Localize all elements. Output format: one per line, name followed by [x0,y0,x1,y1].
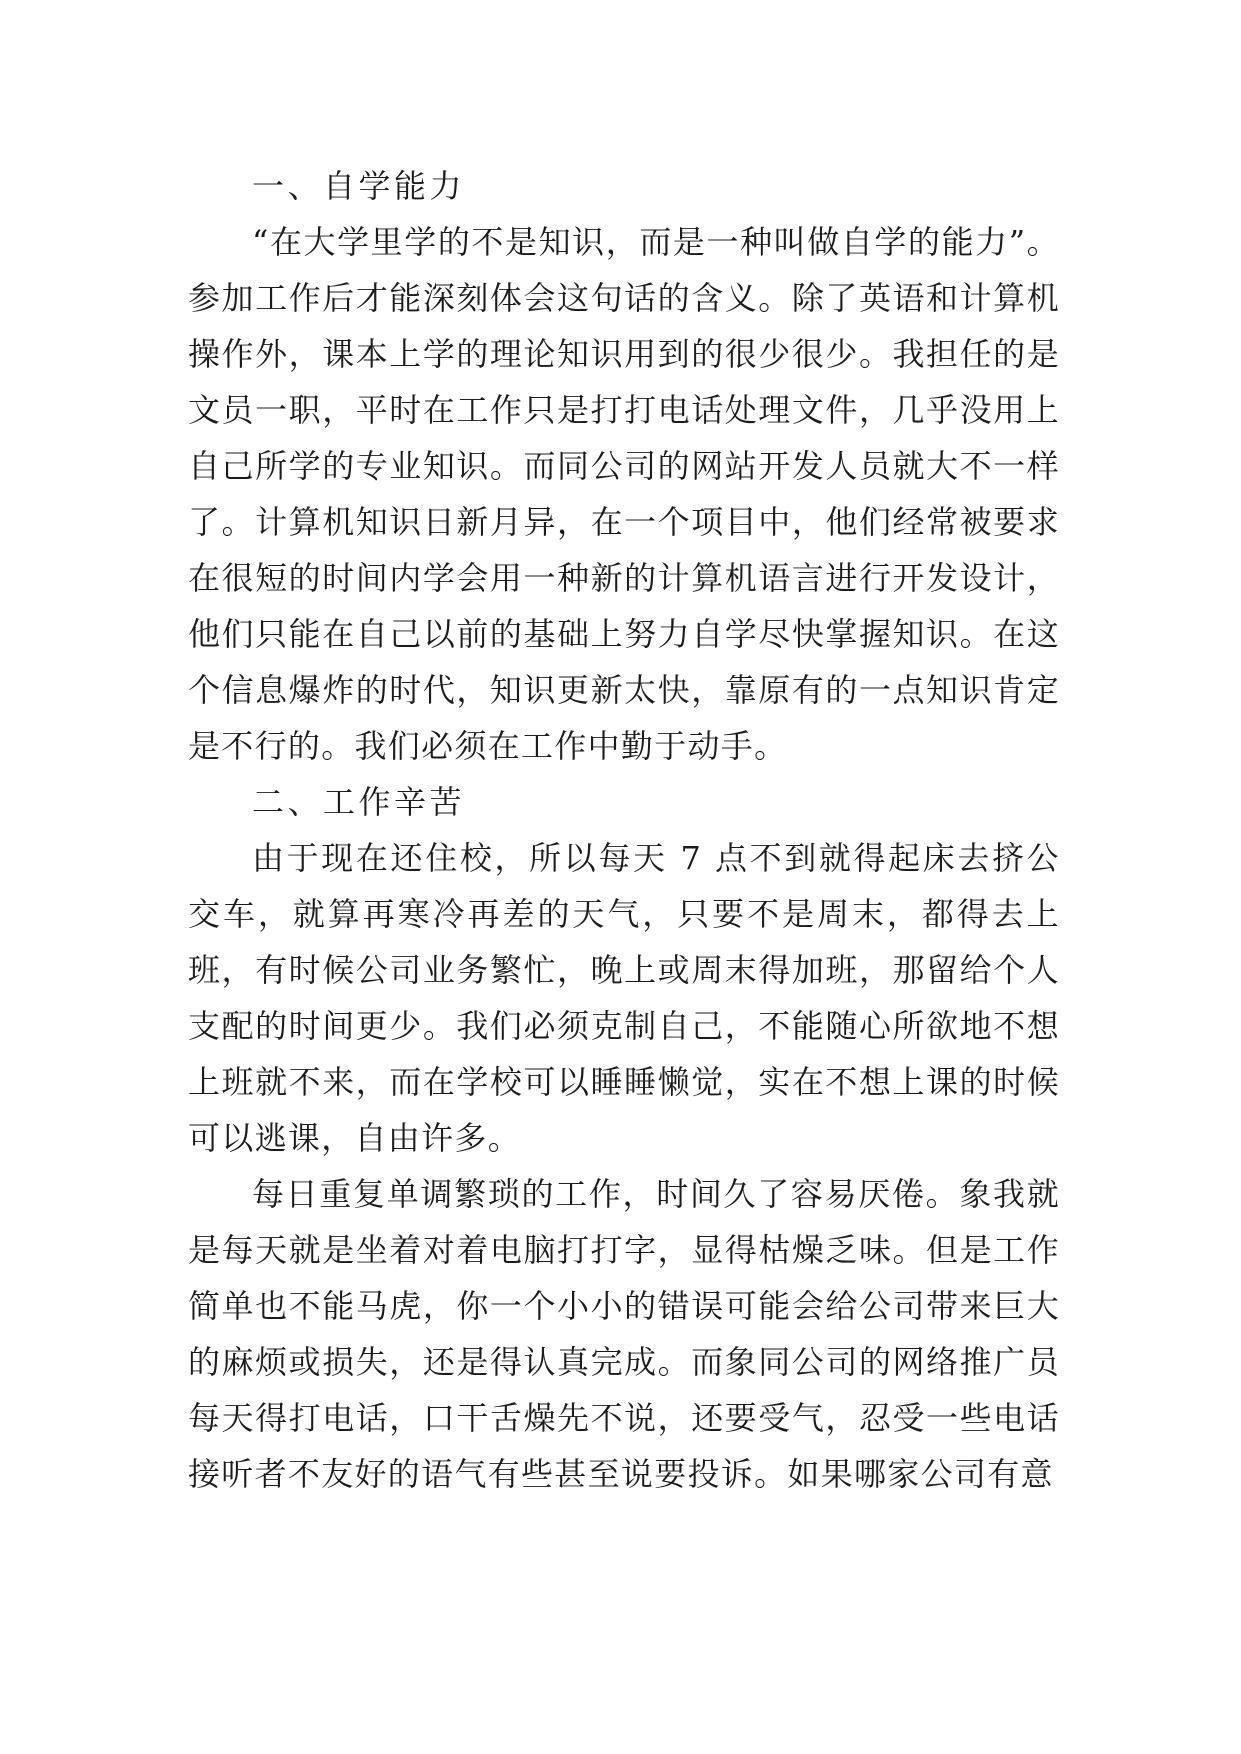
paragraph-self-learning: “在大学里学的不是知识，而是一种叫做自学的能力”。参加工作后才能深刻体会这句话的含义。除了英语和计算机操作外，课本上学的理论知识用到的很少很少。我担任的是文员一职，平时在工作只是打打电话处理文件，几乎没用上自己所学的专业知识。而同公司的网站开发人员就大不一样了。计算机知识日新月异，在一个项目中，他们经常被要求在很短的时间内学会用一种新的计算机语言进行开发设计，他们只能在自己以前的基础上努力自学尽快掌握知识。在这个信息爆炸的时代，知识更新太快，靠原有的一点知识肯定是不行的。我们必须在工作中勤于动手。 [188,223,1060,765]
document-body [188,158,1060,1502]
section-heading-hard-work: 二、工作辛苦 [252,783,466,821]
section-heading-self-learning: 一、自学能力 [252,167,466,205]
paragraph-repetitive-work: 每日重复单调繁琐的工作，时间久了容易厌倦。象我就是每天就是坐着对着电脑打打字，显得枯燥乏味。但是工作简单也不能马虎，你一个小小的错误可能会给公司带来巨大的麻烦或损失，还是得认真完成。而象同公司的网络推广员每天得打电话，口干舌燥先不说，还要受气，忍受一些电话接听者不友好的语气有些甚至说要投诉。如果哪家公司有意 [188,1175,1060,1493]
paragraph-commute: 由于现在还住校，所以每天 7 点不到就得起床去挤公交车，就算再寒冷再差的天气，只要不是周末，都得去上班，有时候公司业务繁忙，晚上或周末得加班，那留给个人支配的时间更少。我们必须克制自己，不能随心所欲地不想上班就不来，而在学校可以睡睡懒觉，实在不想上课的时候可以逃课，自由许多。 [188,839,1060,1157]
